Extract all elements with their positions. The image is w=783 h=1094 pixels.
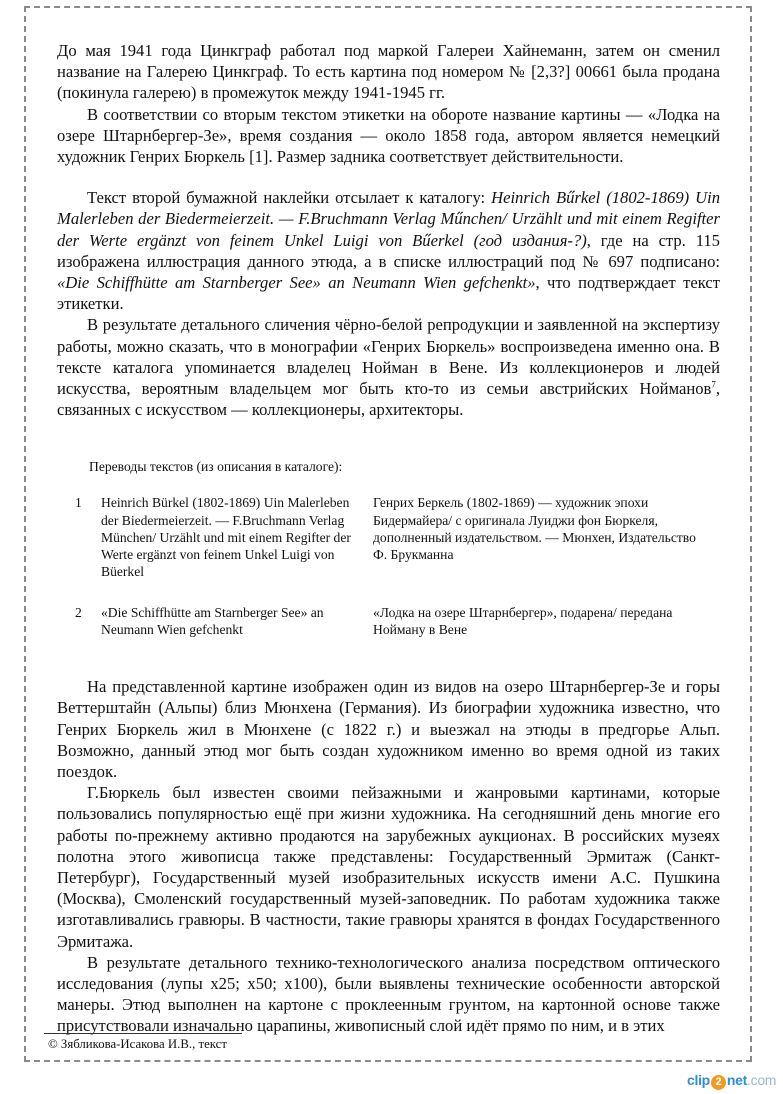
translation-text: Генрих Беркель (1802-1869) — художник эпохи Бидермайера/ с оригинала Луиджи фон Бюркеля, дополненный издательством. — Мюнхен, Издательство Ф. Брукманна: [373, 495, 696, 562]
source-text: Heinrich Bürkel (1802-1869) Uin Malerleben der Biedermeierzeit. — F.Bruchmann Verlag München/ Urzählt und mit einem Regifter der Werte ergänzt von feinem Unkel Luigi von Büerkel: [101, 495, 351, 579]
paragraph-lake-view: На представленной картине изображен один из видов на озеро Штарнбергер-Зе и горы Веттерштайн (Альпы) близ Мюнхена (Германия). Из биографии художника известно, что Генрих Бюркель жил в Мюнхене (с 1822 г.) и выезжал на этюды в предгорье Альп. Возможно, данный этюд мог быть создан художником именно во время одной из таких поездок.: [57, 677, 720, 781]
copyright-footnote: © Зябликова-Исакова И.В., текст: [48, 1037, 227, 1051]
document-page: [57, 40, 720, 1037]
translations-table: [57, 494, 703, 638]
catalog-title: Heinrich Bűrkel (1802-1869) Uin Malerleben der Biedermeierzeit. — F.Bruchmann Verlag Műnchen/ Urzählt und mit einem Regifter der Werte ergänzt von feinem Unkel Luigi von Bűerkel (год издания-?): [57, 188, 720, 250]
catalog-middle-text: , где на стр. 115 изображена иллюстрация данного этюда, а в списке иллюстраций под № 697 подписано:: [57, 230, 720, 271]
catalog-tail-text: , что подтверждает текст этикетки.: [57, 273, 720, 314]
paragraph-gallery-history: До мая 1941 года Цинкграф работал под маркой Галереи Хайнеманн, затем он сменил название на Галерею Цинкграф. То есть картина под номером № [2,3?] 00661 была продана (покинула галерею) в промежуток между 1941-1945 гг.: [57, 41, 720, 103]
paragraph-catalog-reference: [57, 187, 720, 314]
paragraph-technical-analysis: В результате детального технико-технологического анализа посредством оптического исследования (лупы x25; x50; x100), были выявлены технические особенности авторской манеры. Этюд выполнен на картоне с проклеенным грунтом, на картонной основе также присутствовали изначально царапины, живописный слой идёт прямо по ним, и в этих: [57, 952, 720, 1036]
row-number: 1: [75, 495, 82, 511]
source-text: «Die Schiffhütte am Starnberger See» an Neumann Wien gefchenkt: [101, 604, 324, 638]
clip2net-watermark: [687, 1072, 776, 1090]
watermark-net: net: [726, 1072, 748, 1088]
table-row: [57, 580, 703, 638]
comparison-text: В результате детального сличения чёрно-белой репродукции и заявленной на экспертизу работы, можно сказать, что в монографии «Генрих Бюркель» воспроизведена именно она. В тексте каталога упоминается владелец Нойман в Вене. Из коллекционеров и людей искусства, вероятным владельцем мог быть кто-то из семьи австрийских Нойманов: [57, 315, 720, 399]
row-number: 2: [75, 604, 82, 620]
watermark-badge-icon: 2: [711, 1075, 726, 1090]
translation-text: «Лодка на озере Штарнбергер», подарена/ передана Нойману в Вене: [373, 604, 673, 638]
footnote-separator: [44, 1033, 242, 1034]
catalog-lead-text: Текст второй бумажной наклейки отсылает к каталогу:: [87, 188, 492, 208]
translations-heading: Переводы текстов (из описания в каталоге):: [89, 459, 343, 475]
watermark-clip: clip: [687, 1072, 710, 1088]
paragraph-comparison: [57, 314, 720, 420]
paragraph-label-title: В соответствии со вторым текстом этикетки на обороте название картины — «Лодка на озере Штарнбергер-Зе», время создания — около 1858 года, автором является немецкий художник Генрих Бюркель [1]. Размер задника соответствует действительности.: [57, 104, 720, 167]
watermark-domain: .com: [747, 1072, 777, 1088]
footnote-reference[interactable]: 7: [711, 379, 716, 390]
table-row: [57, 494, 703, 579]
illustration-caption: «Die Schiffhütte am Starnberger See» an Neumann Wien gefchenkt»: [57, 273, 536, 293]
paragraph-artist-reputation: Г.Бюркель был известен своими пейзажными и жанровыми картинами, которые пользовались популярностью ещё при жизни художника. На сегодняшний день многие его работы по-прежнему активно продаются на зарубежных аукционах. В российских музеях полотна этого живописца также представлены: Государственный Эрмитаж (Санкт-Петербург), Государственный музей изобразительных искусств имени А.С. Пушкина (Москва), Смоленский государственный музей-заповедник. По работам художника также изготавливались гравюры. В частности, такие гравюры хранятся в фондах Государственного Эрмитажа.: [57, 783, 720, 951]
comparison-tail-text: , связанных с искусством — коллекционеры, архитекторы.: [57, 379, 720, 420]
